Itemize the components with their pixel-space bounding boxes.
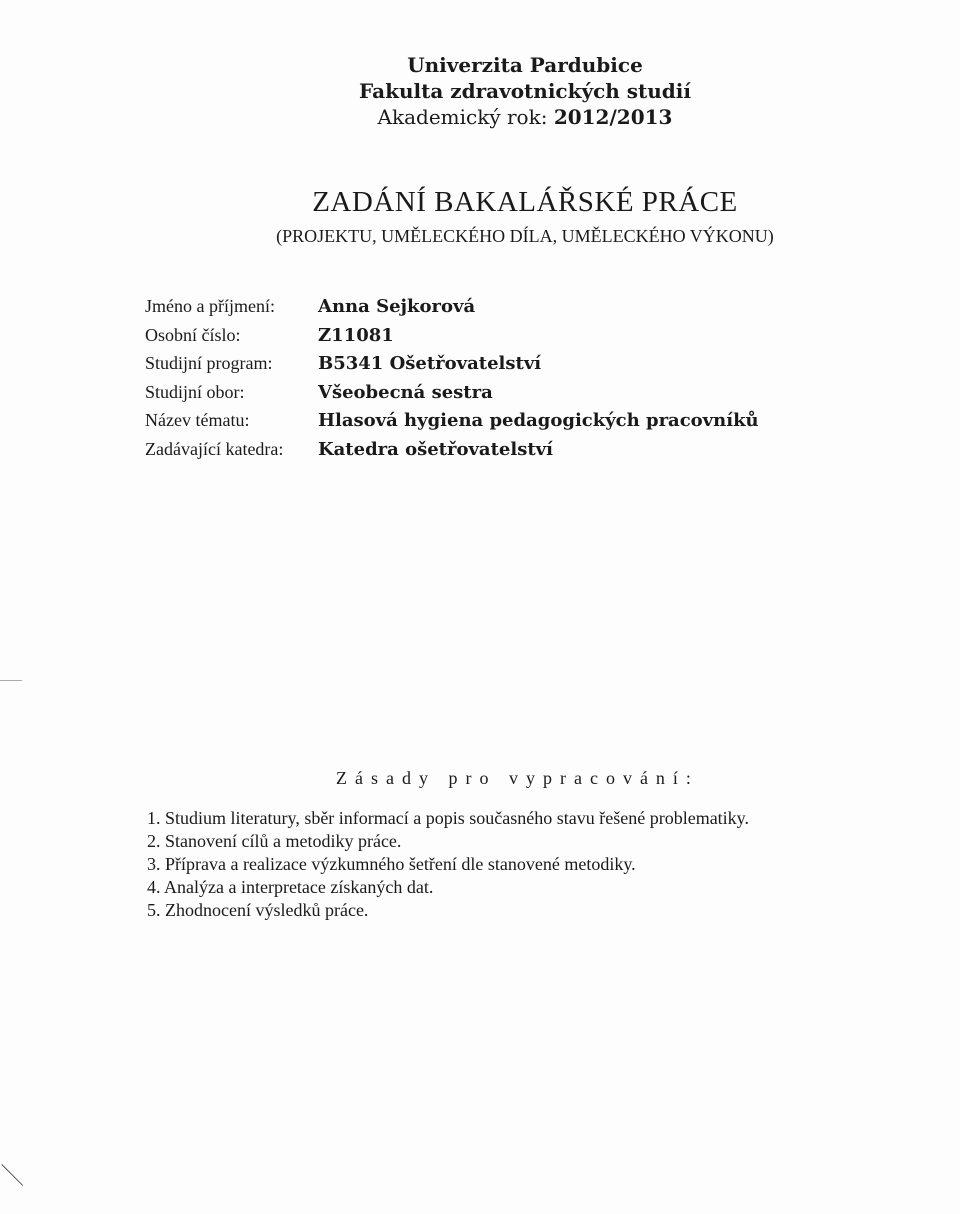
info-label: Zadávající katedra:	[145, 438, 284, 459]
info-value: Hlasová hygiena pedagogických pracovníků	[318, 410, 759, 431]
list-item: 1. Studium literatury, sběr informací a popis současného stavu řešené problematiky.	[147, 808, 750, 828]
list-item: 5. Zhodnocení výsledků práce.	[147, 900, 369, 920]
academic-year-label: Akademický rok:	[377, 105, 548, 129]
academic-year	[0, 104, 960, 130]
info-value: Anna Sejkorová	[318, 296, 476, 317]
student-info	[145, 296, 759, 467]
academic-year-value: 2012/2013	[553, 105, 673, 129]
document-subtitle: (PROJEKTU, UMĚLECKÉHO DÍLA, UMĚLECKÉHO VÝKONU)	[276, 226, 774, 246]
list-item: 4. Analýza a interpretace získaných dat.	[147, 877, 434, 897]
info-row-topic	[145, 410, 759, 439]
university-name: Univerzita Pardubice	[407, 53, 643, 77]
info-value: Z11081	[318, 324, 394, 346]
document-title: ZADÁNÍ BAKALÁŘSKÉ PRÁCE	[312, 186, 738, 218]
list-item: 2. Stanovení cílů a metodiky práce.	[147, 831, 402, 851]
info-value: Katedra ošetřovatelství	[318, 438, 553, 460]
info-row-department	[145, 439, 759, 468]
info-label: Název tématu:	[145, 410, 250, 430]
faculty-name: Fakulta zdravotnických studií	[359, 79, 691, 103]
info-row-name	[145, 296, 759, 325]
info-label: Studijní obor:	[145, 381, 245, 402]
info-row-field	[145, 382, 759, 411]
document-header	[0, 52, 960, 130]
info-value: B5341 Ošetřovatelství	[318, 353, 542, 374]
principles-list	[147, 807, 749, 922]
info-label: Jméno a příjmení:	[145, 296, 275, 316]
info-row-program	[145, 353, 759, 382]
principles-heading: Zásady pro vypracování:	[336, 768, 699, 788]
list-item: 3. Příprava a realizace výzkumného šetření dle stanovené metodiky.	[147, 854, 636, 874]
info-label: Studijní program:	[145, 353, 273, 373]
info-label: Osobní číslo:	[145, 324, 241, 345]
scan-artifact	[0, 680, 22, 681]
info-value: Všeobecná sestra	[318, 381, 493, 403]
info-row-personal-number	[145, 325, 759, 354]
scan-artifact	[1, 1164, 23, 1186]
